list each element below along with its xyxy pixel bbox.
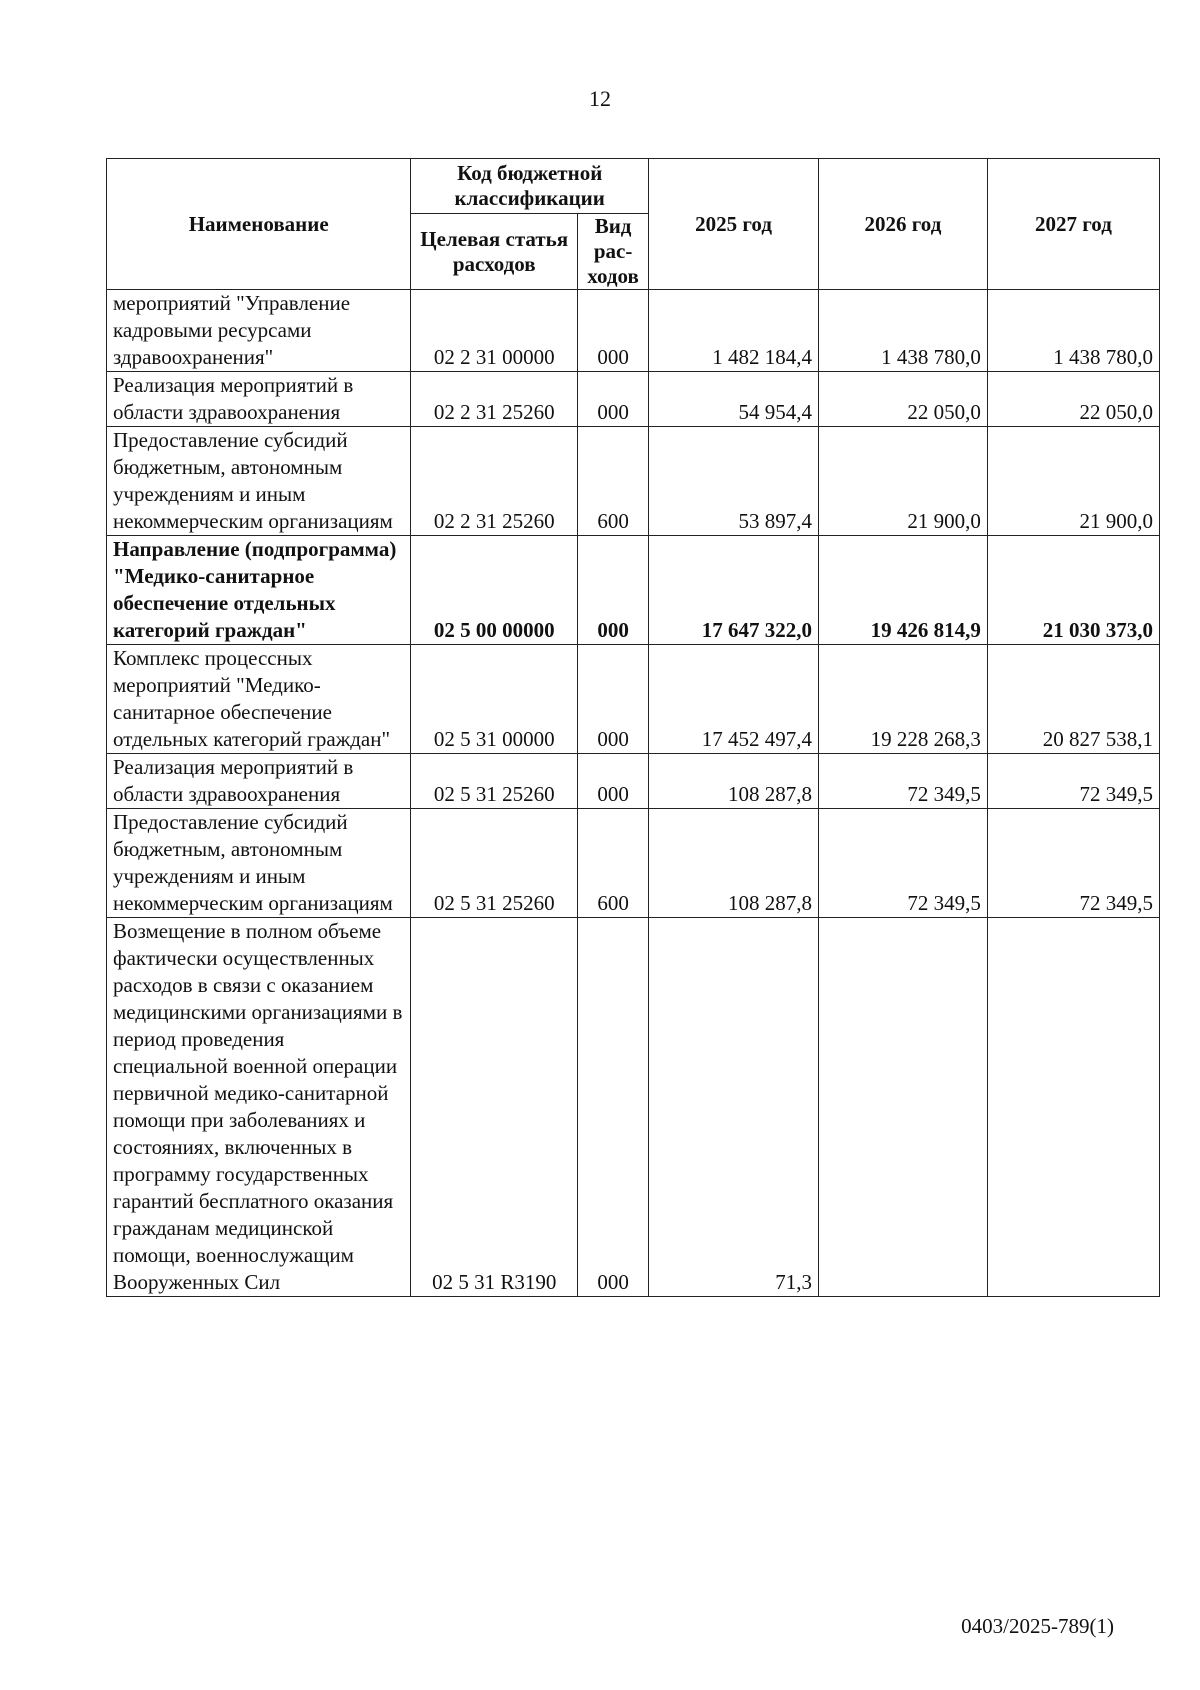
row-value-2025: 53 897,4 [649, 427, 819, 536]
table-row [107, 427, 1160, 536]
row-value-2025: 108 287,8 [649, 754, 819, 809]
row-value-2027: 72 349,5 [987, 754, 1159, 809]
row-value-2026: 19 228 268,3 [819, 645, 988, 754]
document-number: 0403/2025-789(1) [961, 1614, 1114, 1638]
row-target-article: 02 2 31 25260 [411, 427, 578, 536]
row-name: мероприятий "Управление кадровыми ресурсами здравоохранения" [107, 290, 411, 372]
table-row [107, 754, 1160, 809]
header-code-group: Код бюджетной классификации [411, 159, 649, 214]
row-expense-kind: 000 [578, 754, 649, 809]
row-target-article: 02 2 31 25260 [411, 372, 578, 427]
table-header-row [107, 159, 1160, 214]
row-value-2026: 22 050,0 [819, 372, 988, 427]
row-expense-kind: 000 [578, 645, 649, 754]
row-expense-kind: 000 [578, 290, 649, 372]
row-target-article: 02 5 31 R3190 [411, 918, 578, 1297]
row-value-2025: 71,3 [649, 918, 819, 1297]
page-number: 12 [589, 86, 611, 111]
header-expense-kind: Вид рас-ходов [578, 214, 649, 290]
row-value-2027: 21 900,0 [987, 427, 1159, 536]
row-expense-kind: 600 [578, 809, 649, 918]
row-value-2026: 1 438 780,0 [819, 290, 988, 372]
row-value-2027: 22 050,0 [987, 372, 1159, 427]
row-name: Направление (подпрограмма) "Медико-санитарное обеспечение отдельных категорий граждан" [107, 536, 411, 645]
table-row [107, 645, 1160, 754]
row-name: Предоставление субсидий бюджетным, автономным учреждениям и иным некоммерческим организациям [107, 809, 411, 918]
row-name: Реализация мероприятий в области здравоохранения [107, 372, 411, 427]
row-target-article: 02 5 31 25260 [411, 809, 578, 918]
row-target-article: 02 5 00 00000 [411, 536, 578, 645]
row-name: Комплекс процессных мероприятий "Медико-санитарное обеспечение отдельных категорий граждан" [107, 645, 411, 754]
table-row [107, 809, 1160, 918]
table-row [107, 290, 1160, 372]
row-name: Возмещение в полном объеме фактически осуществленных расходов в связи с оказанием медицинскими организациями в период проведения специальной военной операции первичной медико-санитарной помощи при заболеваниях и состояниях, включенных в программу государственных гарантий бесплатного оказания гражданам медицинской помощи, военнослужащим Вооруженных Сил [107, 918, 411, 1297]
row-expense-kind: 000 [578, 918, 649, 1297]
row-value-2025: 108 287,8 [649, 809, 819, 918]
row-value-2025: 17 647 322,0 [649, 536, 819, 645]
row-value-2025: 17 452 497,4 [649, 645, 819, 754]
row-value-2026: 72 349,5 [819, 809, 988, 918]
row-target-article: 02 2 31 00000 [411, 290, 578, 372]
row-value-2026: 21 900,0 [819, 427, 988, 536]
row-expense-kind: 000 [578, 372, 649, 427]
row-value-2027: 72 349,5 [987, 809, 1159, 918]
row-value-2026: 72 349,5 [819, 754, 988, 809]
row-expense-kind: 600 [578, 427, 649, 536]
row-name: Предоставление субсидий бюджетным, автономным учреждениям и иным некоммерческим организациям [107, 427, 411, 536]
header-name: Наименование [107, 159, 411, 290]
row-value-2027: 1 438 780,0 [987, 290, 1159, 372]
row-value-2026: 19 426 814,9 [819, 536, 988, 645]
row-name: Реализация мероприятий в области здравоохранения [107, 754, 411, 809]
row-target-article: 02 5 31 00000 [411, 645, 578, 754]
header-2027: 2027 год [987, 159, 1159, 290]
header-2026: 2026 год [819, 159, 988, 290]
header-2025: 2025 год [649, 159, 819, 290]
row-value-2027: 21 030 373,0 [987, 536, 1159, 645]
row-target-article: 02 5 31 25260 [411, 754, 578, 809]
budget-table [106, 158, 1160, 1297]
row-value-2025: 1 482 184,4 [649, 290, 819, 372]
table-body [107, 290, 1160, 1297]
row-value-2027: 20 827 538,1 [987, 645, 1159, 754]
row-value-2026 [819, 918, 988, 1297]
table-row [107, 918, 1160, 1297]
header-target-article: Целевая статья расходов [411, 214, 578, 290]
row-expense-kind: 000 [578, 536, 649, 645]
row-value-2025: 54 954,4 [649, 372, 819, 427]
table-row [107, 372, 1160, 427]
table-row [107, 536, 1160, 645]
row-value-2027 [987, 918, 1159, 1297]
